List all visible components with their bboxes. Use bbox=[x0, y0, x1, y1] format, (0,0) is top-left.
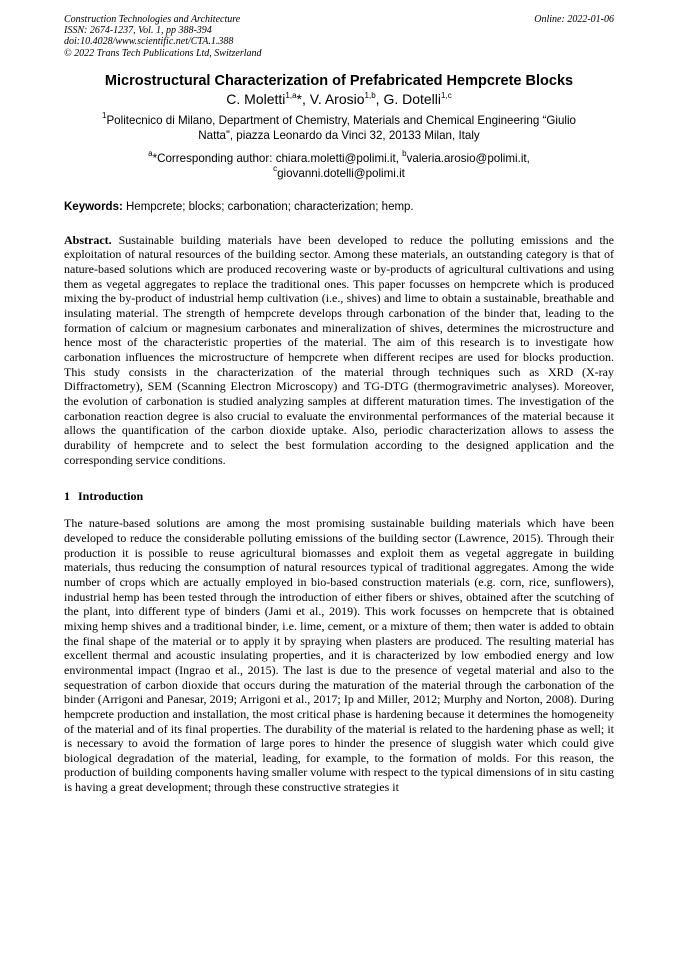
issn-line: ISSN: 2674-1237, Vol. 1, pp 388-394 bbox=[64, 25, 212, 37]
keywords-label: Keywords: bbox=[64, 200, 123, 213]
author-affil-sup: 1,b bbox=[364, 90, 376, 100]
keywords bbox=[64, 201, 614, 213]
paper-title: Microstructural Characterization of Prefabricated Hempcrete Blocks bbox=[104, 72, 574, 89]
section-title: Introduction bbox=[78, 489, 144, 504]
affiliation-text: Politecnico di Milano, Department of Chemistry, Materials and Chemical Engineering “Giulio Natta”, piazza Leonardo da Vinci 32, 20133 Milan, Italy bbox=[106, 113, 576, 142]
abstract-text: Sustainable building materials have been developed to reduce the polluting emissions and the exploitation of natural resources of the building sector. Among these materials, an outstanding category is that of nature-based solutions which are produced recovering waste or by-products of agricultural cultivations and using them as vegetal aggregates to replace the traditional ones. This paper focusses on hempcrete which is produced mixing the by-product of industrial hemp cultivation (i.e., shives) and lime to obtain a sustainable, breathable and insulating material. The strength of hempcrete develops through carbonation of the binder that, leading to the formation of calcium or magnesium carbonates and mineralization of shives, determines the microstructure and hence most of the characteristic properties of the material. The aim of this research is to investigate how carbonation influences the microstructure of hempcrete when different recipes are used for blocks production. This study consists in the characterization of the material through techniques such as XRD (X-ray Diffractometry), SEM (Scanning Electron Microscopy) and TG-DTG (thermogravimetric analyses). Moreover, the evolution of carbonation is studied analyzing samples at different maturation times. The investigation of the carbonation reaction degree is also crucial to evaluate the environmental performances of the material because it allows the quantification of the carbon dioxide uptake. Also, periodic characterization allows to assess the durability of hempcrete and to select the best formulation according to the designed application and the corresponding service conditions. bbox=[64, 232, 614, 467]
journal-name: Construction Technologies and Architecture bbox=[64, 14, 241, 25]
corr-sup-a: a bbox=[148, 148, 153, 158]
author-sep: *, bbox=[296, 90, 310, 107]
author-name: G. Dotelli bbox=[383, 90, 442, 107]
abstract bbox=[64, 233, 614, 468]
author-name: C. Moletti bbox=[226, 90, 286, 107]
author-sep: , bbox=[375, 90, 384, 107]
section-number: 1 bbox=[64, 489, 70, 504]
copyright-line: © 2022 Trans Tech Publications Ltd, Switzerland bbox=[64, 47, 262, 59]
corr-label: *Corresponding author: bbox=[152, 151, 276, 165]
journal-header bbox=[64, 14, 614, 59]
affiliation bbox=[86, 110, 592, 143]
doi-line: doi:10.4028/www.scientific.net/CTA.1.388 bbox=[64, 36, 234, 48]
email-b: valeria.arosio@polimi.it, bbox=[406, 151, 530, 165]
author-affil-sup: 1,c bbox=[441, 90, 452, 100]
corr-sup-c: c bbox=[273, 163, 278, 173]
introduction-body: The nature-based solutions are among the most promising sustainable building materials which have been developed to reduce the considerable polluting emissions of the building sector (Lawrence, 2015). Through their production it is possible to reuse agricultural biomasses and exploit them as vegetal aggregate in building materials, thus reducing the consumption of natural resources typical of traditional aggregates. Among the wide number of crops which are actually employed in bio-based construction materials (e.g. corn, rice, sunflowers), industrial hemp has been tested through the introduction of either fibers or shives, obtained after the scutching of the plant, into different type of binders (Jami et al., 2019). This work focusses on hempcrete that is obtained mixing hemp shives and a traditional binder, i.e. lime, cement, or a mixture of them; then water is added to obtain the final shape of the material or to apply it by spraying when plasters are produced. The resulting material has excellent thermal and acoustic insulating properties, and it is characterized by low embodied energy and low environmental impact (Ingrao et al., 2015). The last is due to the presence of vegetal material and also to the sequestration of carbon dioxide that occurs during the maturation of the material through the carbonation of the binder (Arrigoni and Panesar, 2019; Arrigoni et al., 2017; Ip and Miller, 2012; Murphy and Norton, 2008). During hempcrete production and installation, the most critical phase is hardening because it determines the homogeneity of the material and of its final properties. The durability of the material is related to the hardening phase as well; it is necessary to avoid the formation of large pores to hinder the presence of sluggish water which could give biological degradation of the material, leading, for example, to the formation of molds. For this reason, the production of building components having smaller volume with respect to the typical dimensions of in situ casting is having a great development; through these constructive strategies it bbox=[64, 516, 614, 795]
online-date: Online: 2022-01-06 bbox=[534, 14, 614, 25]
author-list bbox=[64, 91, 614, 107]
author-affil-sup: 1,a bbox=[285, 90, 297, 100]
author-name: V. Arosio bbox=[309, 90, 365, 107]
corresponding-author bbox=[86, 148, 592, 181]
abstract-label: Abstract. bbox=[64, 232, 112, 247]
email-a: chiara.moletti@polimi.it, bbox=[275, 151, 403, 165]
corr-sup-b: b bbox=[402, 148, 407, 158]
section-heading bbox=[64, 489, 614, 504]
keywords-text: Hempcrete; blocks; carbonation; characterization; hemp. bbox=[122, 200, 414, 213]
email-c: giovanni.dotelli@polimi.it bbox=[277, 166, 405, 180]
affiliation-sup: 1 bbox=[102, 110, 107, 120]
